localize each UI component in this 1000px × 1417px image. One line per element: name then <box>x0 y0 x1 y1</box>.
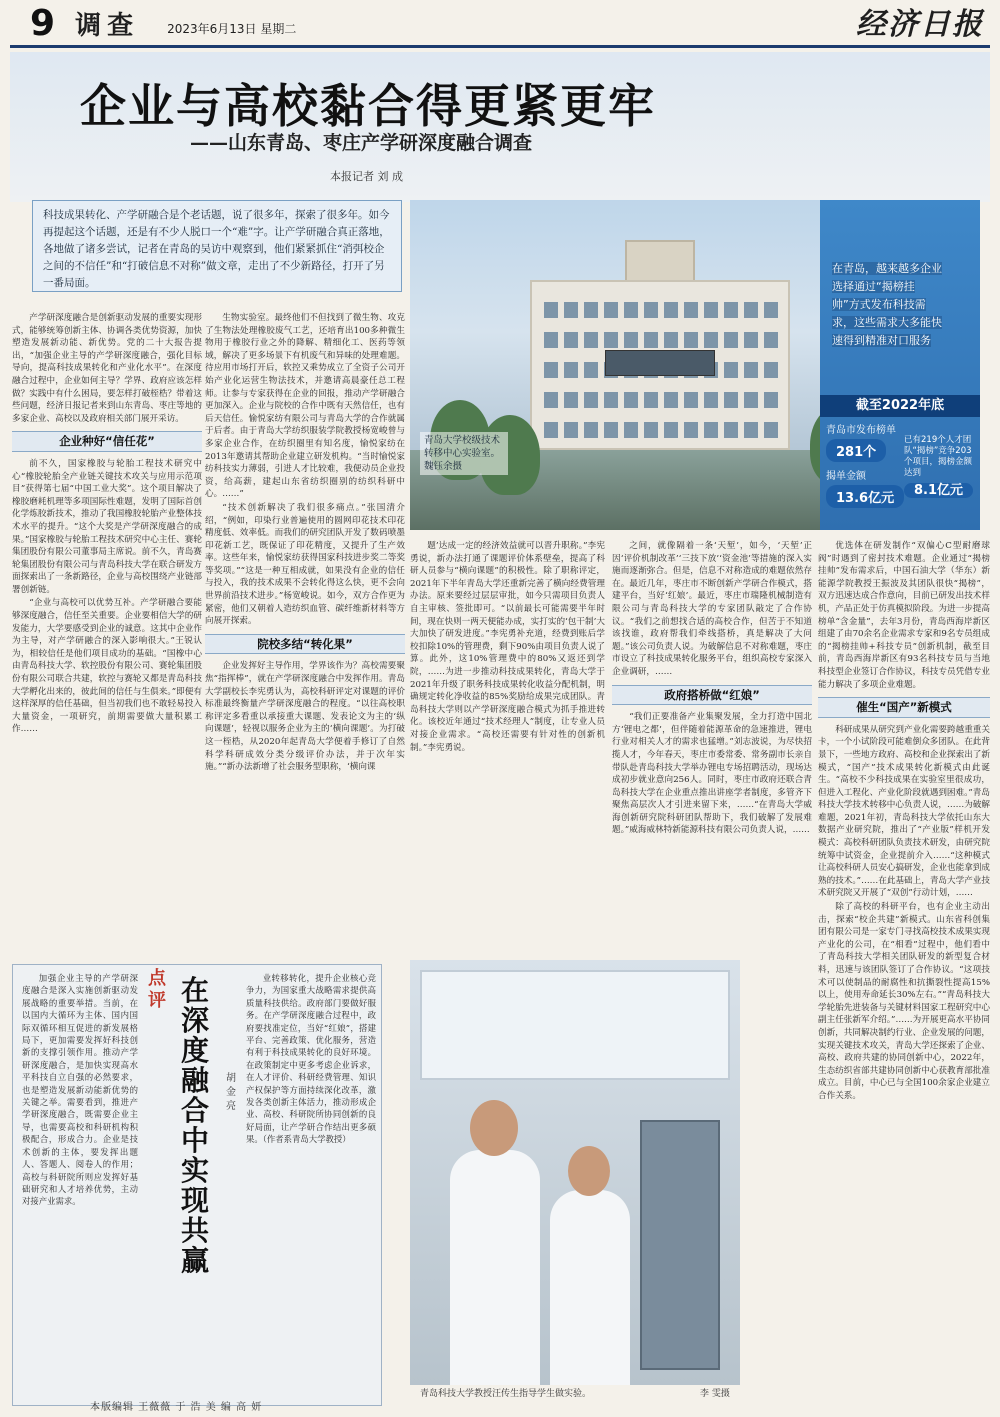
stats-block <box>820 395 980 535</box>
lab-window <box>420 970 730 1080</box>
commentary-column-2: 业转移转化，提升企业核心竞争力，为国家重大战略需求提供高质量科技供给。政府部门要做好服务。在产学研深度融合过程中，政府要找准定位，当好“红娘”，搭建平台、完善政策、优化服务，营造有利于科技成果转化的良好环境。在政策制定中更多考虑企业诉求，在人才评价、科研经费管理、知识产权保护等方面持续深化改革，激发各类创新主体活力，推动形成企业、高校、科研院所协同创新的良好局面，让产学研合作结出更多硕果。（作者系青岛大学教授） <box>246 973 376 1145</box>
headline-title: 企业与高校黏合得更紧更牢 <box>80 79 656 133</box>
lab-person-head <box>470 1100 518 1156</box>
stat-item: 揭单金额 13.6亿元 <box>826 467 904 508</box>
stat-item: 已有219个人才团队“揭榜”竞争203个项目，揭榜金额达到 8.1亿元 <box>904 435 973 498</box>
lab-person-head <box>568 1146 610 1196</box>
section-heading-universities: 院校多结“转化果” <box>205 634 405 655</box>
hero-caption: 青岛大学校级技术转移中心实验室。 魏钰余摄 <box>420 432 508 475</box>
column-4: 之间，就像隔着一条‘天堑’，如今，‘天堑’正因‘评价机制改革’‘三技下放’‘资金池’等措施的深入实施而逐渐弥合。但是，信息不对称造成的难题依然存在。最近几年，枣庄市不断创新产学研合作模式，搭建平台，当好‘红娘’。最近，枣庄市瑞隆机械制造有限公司与青岛科技大学的专家团队敲定了合作协议。“我们之前想找合适的高校合作，但苦于不知道该找谁，政府帮我们牵线搭桥，真是解决了大问题。”该公司负责人说。为破解信息不对称难题，枣庄市设立了科技成果转化服务平台，组织高校专家深入企业调研，…… 政府搭桥做“红娘” “我们正要准备产业集聚发展，全力打造中国北方‘锂电之都’，但伴随着能源革命的急速推进，锂电行业对相关人才的需求也猛增。”刘志波说，为尽快招揽人才，今年春天，枣庄市委常委、常务副市长亲自带队赴青岛科技大学举办锂电专场招聘活动，现场达成初步就业意向256人。同时，枣庄市政府还联合青岛科技大学在企业重点推出讲座学者制度，多管齐下聚焦高层次人才引进来留下来，……“在青岛大学威海创新研究院科研团队帮助下，我们破解了发展难题。”威海威林特新能源科技有限公司负责人说，…… <box>612 541 812 836</box>
stats-title: 截至2022年底 <box>820 395 980 417</box>
column-2: 生物实验室。最终他们不但找到了微生物、攻克了生物法处理橡胶废气工艺，还培育出100多种微生物用于橡胶行业之外的降解、精细化工、医药等领域，解决了更多场景下有机废气和异味的处理难题。待应用市场打开后，软控又乘势成立了全资子公司开始产业化运营生物法技术，并邀请高晨豪任总工程师。让参与专家获得在企业的回报，推动产学研融合更加深入。企业与院校的合作中既有天然信任，也有后天信任。愉悦家纺有限公司与青岛大学的合作就属于后者。由于青岛大学纺织服装学院教授杨宽峻曾与多家企业合作，在纺织圈里有知名度，愉悦家纺在2013年邀请其帮助企业建立研发机构。“当时愉悦家纺科技实力薄弱，引进人才比较难，我便动员企业投资，给高薪，建起山东省纺织圈别的纺织科研中心。……” “技术创新解决了我们很多痛点。”张国清介绍，“例如，印染行业普遍使用的圆网印花技术印花精度低、效率低。而我们的研究团队开发了数码喷墨印花新工艺，既保证了印花精度，又提升了生产效率。这些年来，愉悦家纺获得国家科技进步奖二等奖等奖项。”“这是一种互相成就，如果没有企业的信任与投入，我的技术成果不会转化得这么快，更不会向世界前沿技术进步。”杨宽峻说。如今，双方合作更为紧密，他们又朝着人造纺织血管、碳纤维新材料等方向展开探索。 院校多结“转化果” 企业发挥好主导作用，学界该作为？高校需要聚焦“指挥棒”，就在产学研深度融合中发挥作用。青岛大学副校长李宪勇认为，高校科研评定对课题的评价标准最终衡量产学研深度融合的程度。“以往高校职称评定多看重以承接重大课题、发表论文为主的‘纵向课题’，轻视以服务企业为主的‘横向课题’。为打破这一桎梏，从2020年起青岛大学便着手修订了自然科学科研成效分类分级评价办法，并于次年实施。”“新办法新增了社会服务型职称，‘横向课 <box>205 313 405 773</box>
section-heading-new-model: 催生“国产”新模式 <box>818 697 990 718</box>
lab-person <box>450 1150 540 1385</box>
section-heading-government: 政府搭桥做“红娘” <box>612 685 812 706</box>
column-3: 题’达成一定的经济效益就可以晋升职称。”李宪勇说，新办法打通了课题评价体系壁垒，提高了科研人员参与“横向课题”的积极性。除了职称评定，2021年下半年青岛大学还重新完善了横向经费管理办法。原来要经过层层审批，如今只需项目负责人自主审核、签批即可。“以前最长可能需要半年时间，现在快则一两天便能办成，实打实的‘包干制’大大加快了研发进度。”李宪勇补充道，经费到账后学校扣除10%的管理费，剩下90%由项目负责人说了算。此外，这10%管理费中的80%又返还到学院，……为进一步推动科技成果转化，青岛大学于2021年升级了职务科技成果转化收益分配机制，明确规定转化净收益的85%奖励给成果完成团队。青岛科技大学则以产学研深度融合模式为抓手推进转化。该校近年通过“技术经理人”制度，让专业人员对接企业需求。“高校还需要有针对性的创新机制。”李宪勇说。 <box>410 541 605 753</box>
column-1: 产学研深度融合是创新驱动发展的重要实现形式，能够统筹创新主体、协调各类优势资源，加快塑造发展新动能、新优势。党的二十大报告提出，“加强企业主导的产学研深度融合，强化目标导向，提高科技成果转化和产业化水平”。在深度融合过程中，企业如何主导？学界、政府应该怎样做？实践中有什么困局，要怎样打破桎梏？带着这些问题，经济日报记者来到山东青岛、枣庄等地的多家企业、高校以及政府相关部门展开采访。 企业种好“信任花” 前不久，国家橡胶与轮胎工程技术研究中心“橡胶轮胎全产业链关键技术攻关与应用示范项目”获得第七届“中国工业大奖”。这个项目解决了橡胶磨耗机理等多项国际性难题，发明了国际首创化学炼胶新技术，推动了我国橡胶轮胎产业整体技术水平的提升。“这个大奖是产学研深度融合的成果。”国家橡胶与轮胎工程技术研究中心主任、赛轮集团股份有限公司董事局主席说。前不久，青岛赛轮集团股份有限公司与青岛科技大学在联合研发方面探索出了一条新路径，企业与高校围绕产业链部署创新链。 “企业与高校可以优势互补。产学研融合要能够深度融合，信任至关重要。企业要相信大学的研发能力，大学要感受到企业的诚意。这其中企业作为主导，对产学研融合的深入影响很大。”王锐认为，相较信任是他们项目成功的基础。“国橡中心由青岛科技大学、软控股份有限公司、赛轮集团股份有限公司联合共建，软控与赛轮又都是青岛科技大学孵化出来的，彼此间的信任与生俱来。”即便有这样深厚的信任基础，但当初我们也不敢轻易投入大量资金，一项研究，前期需要做大量积累工作…… <box>12 313 202 735</box>
lab-machine <box>640 1120 720 1370</box>
commentary-title: 在深度融合中实现共赢 <box>180 974 209 1277</box>
page-number: 9 <box>30 3 56 44</box>
commentary-column-1: 加强企业主导的产学研深度融合是深入实施创新驱动发展战略的重要举措。当前，在以国内大循环为主体、国内国际双循环相互促进的新发展格局下，更加需要发挥好科技创新的支撑引领作用。推动产学研深度融合，是加快实现高水平科技自立自强的必然要求，也是塑造发展新动能新优势的关键之举。需要看到，推进产学研深度融合，既需要企业主导，也需要高校和科研机构积极配合，形成合力。企业是技术创新的主体，要发挥出题人、答题人、阅卷人的作用；高校与科研院所则应发挥好基础研究和人才培养优势，主动对接产业需求。 <box>22 973 138 1207</box>
masthead <box>10 3 990 48</box>
byline: 本报记者 刘 成 <box>330 170 403 183</box>
lab-caption: 青岛科技大学教授汪传生指导学生做实验。 <box>420 1389 592 1399</box>
building-sign <box>605 350 715 376</box>
lab-credit: 李 雯摄 <box>700 1389 730 1399</box>
info-text: 在青岛，越来越多企业选择通过“揭榜挂帅”方式发布科技需求，这些需求大多能快速得到精准对口服务 <box>832 262 942 347</box>
lab-photo <box>410 960 740 1385</box>
newspaper-logo: 经济日报 <box>856 7 984 42</box>
column-5: 优选体在研发制作“双偏心C型耐磨球阀”时遇到了密封技术难题。企业通过“揭榜挂帅”发布需求后，中国石油大学（华东）新能源学院教授王振波及其团队很快“揭榜”，双方迅速达成合作意向，目前已研发出技术样机，产品正处于仿真模拟阶段。为进一步提高榜单“含金量”，去年3月份，青岛西海岸新区组建了由70余名企业需求专家和9名专员组成的“揭榜挂帅+科技专员”创新机制，截至目前，青岛西海岸新区有93名科技专员与当地科技型企业签订合作协议，科技专员凭借专业能力解决了多项企业难题。 催生“国产”新模式 科研成果从研究到产业化需要跨越重重关卡，一个小试阶段可能难倒众多团队。在此背景下，一些地方政府、高校和企业探索出了新模式，“国产”技术成果转化新模式由此诞生。“高校不少科技成果在实验室里很成功，但进入工程化、产业化阶段就遇到困难。”青岛科技大学技术转移中心负责人说，……为破解难题，2021年初，青岛科技大学依托山东大数据产业研究院，推出了“产业版”样机开发模式：高校科研团队负责技术研发，由研究院统筹中试资金，企业提前介入……“这种模式让高校科研人员安心搞研发，企业也能拿到成熟的技术。”……在此基础上，青岛大学产业技术研究院又开展了“双创”行动计划，…… 除了高校的科研平台，也有企业主动出击，探索“校企共建”新模式。山东省科创集团有限公司是一家专门寻找高校技术成果实现产业化的公司，在“相看”过程中，他们看中了青岛科技大学相关团队研发的新型复合材料，迅速与该团队签订了合作协议。“这项技术可以使制品的耐腐性和抗撕裂性提高15%以上，使用寿命延长30%左右。”“青岛科技大学轮胎先进装备与关键材料国家工程研究中心副主任张新军介绍。”……为开展更高水平协同创新，共同解决制约行业、企业发展的问题，实现关键技术攻关，青岛大学还探索了企业、高校、政府共建的协同创新中心，2022年，生态纺织省部共建协同创新中心获教育部批准成立。目前，中心已与全国100余家企业建立合作关系。 <box>818 541 990 1101</box>
section-name: 调查 <box>75 11 140 41</box>
section-heading-trust: 企业种好“信任花” <box>12 431 202 452</box>
commentary-author: 胡金亮 <box>226 1073 236 1112</box>
stat-item: 青岛市发布榜单 281个 <box>826 425 896 460</box>
issue-date: 2023年6月13日 星期二 <box>167 22 297 36</box>
editor-footer: 本版编辑 王薇薇 于 浩 美 编 高 妍 <box>90 1402 263 1413</box>
commentary-tag: 点评 <box>148 968 166 1011</box>
headline-subtitle: ——山东青岛、枣庄产学研深度融合调查 <box>190 132 533 154</box>
lab-person <box>550 1190 630 1385</box>
intro-box: 科技成果转化、产学研融合是个老话题，说了很多年，探索了很多年。如今再提起这个话题，还是有不少人脱口一个“难”字。让产学研融合真正落地，各地做了诸多尝试，记者在青岛的吴访中观察到，他们紧紧抓住“消弭校企之间的不信任”和“打破信息不对称”做文章，走出了不少新路径，打开了另一番局面。 <box>32 200 402 292</box>
